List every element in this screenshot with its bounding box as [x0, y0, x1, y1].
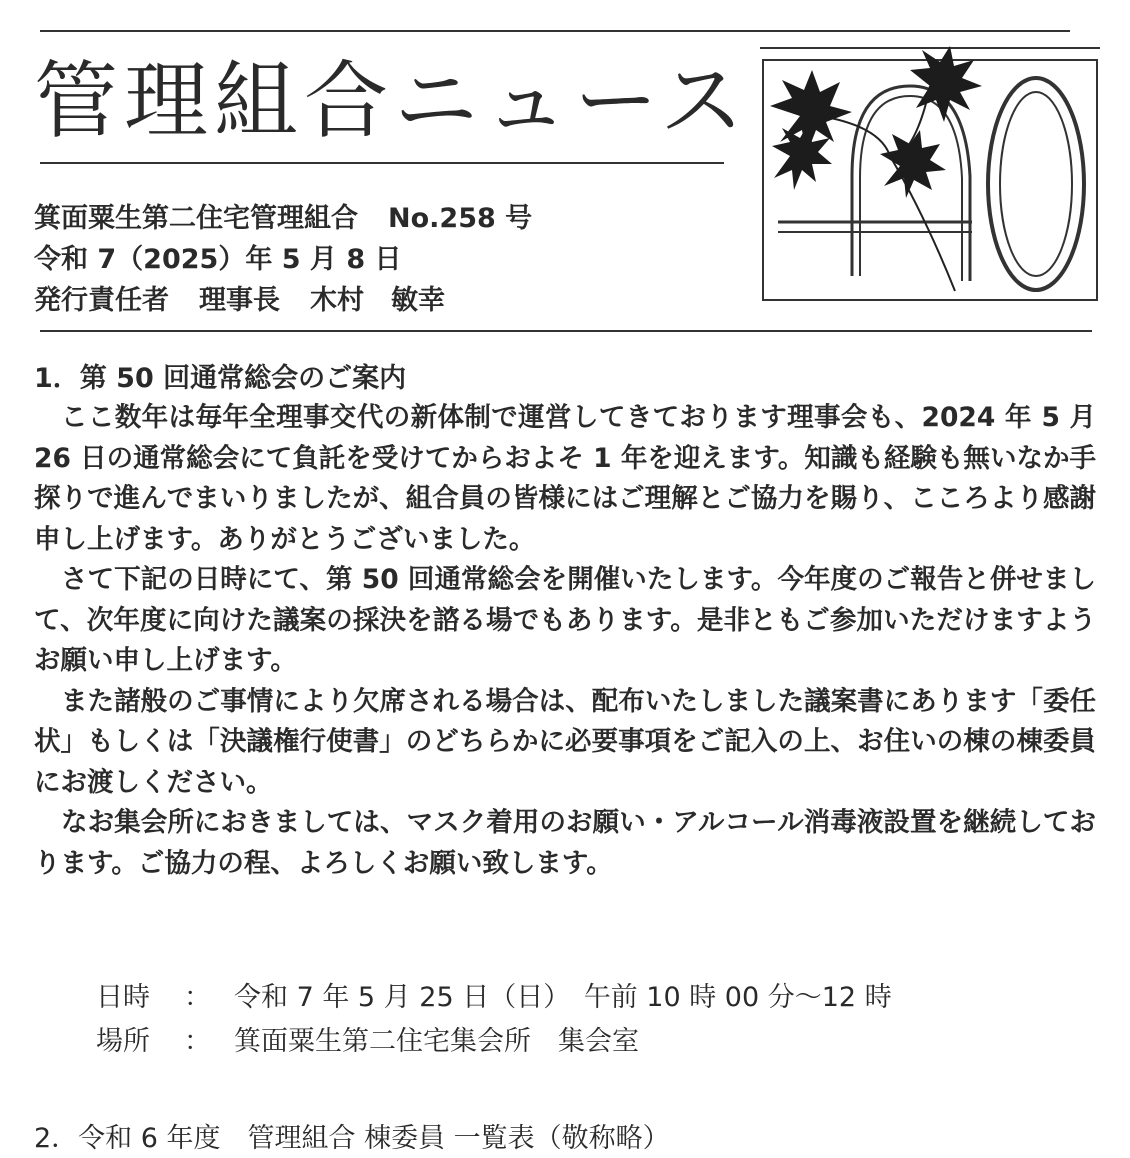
- section-heading: 1．第 50 回通常総会のご案内: [34, 363, 407, 394]
- maple-leaves-40th-anniversary-logo: [760, 46, 1100, 302]
- publisher-line: [34, 281, 445, 321]
- top-rule: [40, 30, 1070, 32]
- publisher-role: 理事長: [199, 285, 280, 316]
- publication-date: 令和 7（2025）年 5 月 8 日: [34, 244, 402, 275]
- header-divider: [40, 330, 1092, 332]
- detail-value: 令和 7 年 5 月 25 日（日） 午前 10 時 00 分～12 時: [234, 982, 892, 1013]
- detail-separator: ：: [184, 1026, 211, 1057]
- detail-label: 場所: [96, 1026, 150, 1057]
- detail-separator: ：: [184, 982, 211, 1013]
- meeting-place-row: [96, 1020, 892, 1064]
- detail-value: 箕面粟生第二住宅集会所 集会室: [234, 1026, 639, 1057]
- paragraph: ここ数年は毎年全理事交代の新体制で運営してきております理事会も、2024 年 5 月 26 日の通常総会にて負託を受けてからおよそ 1 年を迎えます。知識も経験も無いなか手探りで進んでまいりましたが、組合員の皆様にはご理解とご協力を賜り、こころより感謝申し上げます。ありがとうございました。: [34, 402, 1096, 555]
- issue-number: No.258 号: [388, 203, 533, 234]
- title-underline: [40, 162, 724, 164]
- paragraph: また諸般のご事情により欠席される場合は、配布いたしました議案書にあります「委任状」もしくは「決議権行使書」のどちらかに必要事項をご記入の上、お住いの棟の棟委員にお渡しください。: [34, 685, 1096, 798]
- publisher-label: 発行責任者: [34, 285, 169, 316]
- paragraph: さて下記の日時にて、第 50 回通常総会を開催いたします。今年度のご報告と併せまして、次年度に向けた議案の採決を諮る場でもあります。是非ともご参加いただけますようお願い申し上げます。: [34, 564, 1096, 676]
- paragraph: なお集会所におきましては、マスク着用のお願い・アルコール消毒液設置を継続しております。ご協力の程、よろしくお願い致します。: [34, 807, 1096, 879]
- organization-line: [34, 199, 532, 239]
- meeting-datetime-row: [96, 976, 892, 1020]
- publisher-name: 木村 敏幸: [310, 285, 445, 316]
- detail-label: 日時: [96, 982, 150, 1013]
- section-general-meeting: [34, 360, 1096, 884]
- section-heading-committee-list: 2．令和 6 年度 管理組合 棟委員 一覧表（敬称略）: [34, 1123, 670, 1154]
- page-title: 管理組合ニュース: [34, 52, 750, 150]
- organization-name: 箕面粟生第二住宅管理組合: [34, 203, 358, 234]
- meeting-details: [96, 976, 892, 1064]
